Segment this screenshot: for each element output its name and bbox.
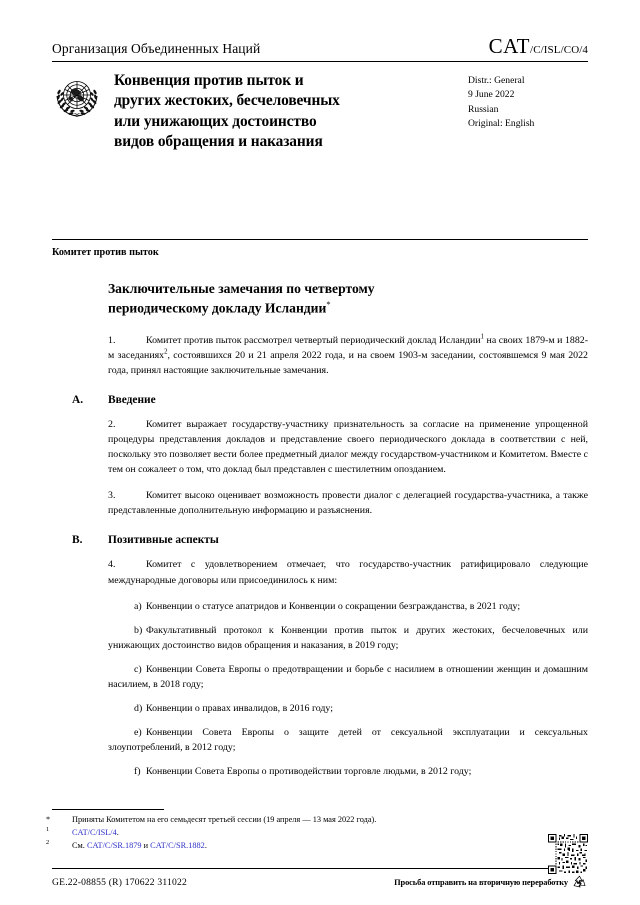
document-title-line-2: других жестоких, бесчеловечных bbox=[114, 92, 340, 110]
paragraph-3-number: 3. bbox=[108, 490, 116, 502]
paragraph-2 bbox=[108, 417, 588, 477]
page-footer bbox=[52, 874, 588, 891]
footnote-1-link[interactable]: CAT/C/ISL/4 bbox=[72, 828, 117, 838]
footnote-2-link-1[interactable]: CAT/C/SR.1879 bbox=[86, 841, 142, 851]
footnote-2-link-2[interactable]: CAT/C/SR.1882 bbox=[150, 841, 205, 851]
paragraph-2-number: 2. bbox=[108, 419, 116, 431]
footnote-star bbox=[46, 814, 588, 827]
list-item-marker: a) bbox=[134, 600, 142, 612]
list-item-text: Конвенции Совета Европы о предотвращении и борьбе с насилием в отношении женщин и домашним насилием, в 2018 году; bbox=[108, 663, 588, 690]
footnote-2-number: 2 bbox=[46, 839, 50, 847]
footnote-1-number: 1 bbox=[46, 826, 50, 834]
paragraph-4-text: Комитет с удовлетворением отмечает, что государство-участник ратифицировало следующие международные договоры или присоединилось к ним: bbox=[108, 559, 588, 586]
page-title-line-2-wrap bbox=[108, 299, 588, 318]
list-item-text: Конвенции о статусе апатридов и Конвенции о сокращении безгражданства, в 2021 году; bbox=[146, 600, 521, 612]
footnote-star-marker: * bbox=[46, 815, 51, 825]
footnote-1-text-after: . bbox=[116, 828, 119, 838]
page-title-footnote-marker: * bbox=[326, 298, 331, 309]
section-b-title: Позитивные аспекты bbox=[108, 534, 219, 547]
footnotes-block bbox=[46, 809, 588, 853]
un-emblem-graphic bbox=[52, 73, 102, 123]
footnote-1 bbox=[46, 826, 588, 840]
document-symbol-main: CAT bbox=[488, 34, 531, 58]
footnote-2-between: и bbox=[141, 841, 151, 851]
header-bottom-rule bbox=[52, 239, 588, 240]
document-title-line-4: видов обращения и наказания bbox=[114, 133, 323, 151]
section-heading-a bbox=[72, 394, 588, 406]
footnote-ref-2[interactable]: 2 bbox=[164, 348, 168, 356]
paragraph-1-text-c: , состоявшихся 20 и 21 апреля 2022 года, и на своем 1903-м заседании, состоявшемся 9 мая 2022 года, принял настоящие заключительные замечания. bbox=[108, 350, 588, 377]
footnote-separator bbox=[52, 809, 164, 810]
page-title-line-1: Заключительные замечания по четвертому bbox=[108, 281, 375, 296]
footnote-2-text: См. bbox=[72, 841, 87, 851]
footnote-ref-1[interactable]: 1 bbox=[480, 333, 485, 341]
title-block bbox=[52, 62, 588, 167]
footnote-1-marker bbox=[46, 826, 72, 840]
list-item-text: Конвенции Совета Европы о противодействии торговле людьми, в 2012 году; bbox=[146, 765, 472, 777]
paragraph-1-text-a: Комитет против пыток рассмотрел четвертый периодический доклад Исландии bbox=[146, 335, 481, 347]
list-item-text: Конвенции о правах инвалидов, в 2016 году; bbox=[146, 702, 333, 714]
paragraph-3 bbox=[108, 488, 588, 518]
list-item bbox=[108, 725, 588, 755]
list-item bbox=[108, 701, 588, 716]
list-item-marker: f) bbox=[134, 765, 141, 777]
list-item-marker: b) bbox=[134, 624, 143, 636]
list-item-text: Конвенции Совета Европы о защите детей от сексуальной эксплуатации и сексуальных злоупотреблений, в 2012 году; bbox=[108, 726, 588, 753]
section-b-letter: B. bbox=[72, 534, 83, 547]
un-emblem bbox=[52, 71, 106, 123]
section-heading-b bbox=[72, 534, 588, 546]
list-item-marker: c) bbox=[134, 663, 142, 675]
document-symbol-suffix: /C/ISL/CO/4 bbox=[530, 44, 588, 56]
qr-code-graphic bbox=[548, 834, 588, 874]
paragraph-1-number: 1. bbox=[108, 335, 116, 347]
document-title-line-1: Конвенция против пыток и bbox=[114, 72, 304, 89]
document-title bbox=[106, 71, 468, 153]
paragraph-4 bbox=[108, 557, 588, 587]
footer-separator bbox=[52, 868, 588, 869]
organization-name: Организация Объединенных Наций bbox=[52, 41, 261, 57]
distribution-date: 9 June 2022 bbox=[468, 89, 515, 101]
footnote-2 bbox=[46, 839, 588, 853]
page-title bbox=[108, 280, 588, 318]
qr-code[interactable] bbox=[548, 834, 588, 879]
footnote-2-text-after: . bbox=[204, 841, 207, 851]
list-item bbox=[108, 599, 588, 614]
distribution-scope: Distr.: General bbox=[468, 75, 525, 86]
job-number: GE.22-08855 (R) 170622 311022 bbox=[52, 877, 187, 888]
organization-line bbox=[52, 36, 588, 60]
list-item bbox=[108, 764, 588, 779]
paragraph-3-text: Комитет высоко оценивает возможность провести диалог с делегацией государства-участника, а также представленные дополнительную информацию и разъяснения. bbox=[108, 490, 588, 517]
distribution-block bbox=[468, 71, 588, 132]
list-item bbox=[108, 623, 588, 653]
distribution-language: Russian bbox=[468, 103, 499, 115]
section-a-title: Введение bbox=[108, 394, 156, 407]
masthead bbox=[52, 0, 588, 240]
list-item-marker: d) bbox=[134, 702, 143, 714]
recycle-text: Просьба отправить на вторичную переработку bbox=[394, 878, 568, 887]
document-content bbox=[52, 258, 588, 779]
list-item bbox=[108, 662, 588, 692]
page-title-line-2: периодическому докладу Исландии bbox=[108, 300, 327, 316]
section-a-letter: A. bbox=[72, 394, 84, 407]
footnote-star-text: Приняты Комитетом на его семьдесят третьей сессии (19 апреля — 13 мая 2022 года). bbox=[72, 815, 377, 825]
paragraph-1-text-b: на своих 1879-м и 1882-м заседаниях bbox=[108, 335, 588, 362]
distribution-original: Original: English bbox=[468, 118, 535, 130]
document-symbol bbox=[489, 36, 588, 57]
committee-name: Комитет против пыток bbox=[52, 247, 159, 258]
paragraph-4-number: 4. bbox=[108, 559, 116, 571]
document-title-line-3: или унижающих достоинство bbox=[114, 112, 317, 130]
paragraph-1 bbox=[108, 333, 588, 378]
footnote-2-marker bbox=[46, 839, 72, 853]
list-item-marker: e) bbox=[134, 726, 142, 738]
paragraph-2-text: Комитет выражает государству-участнику признательность за согласие на применение упрощенной процедуры представления докладов и представление своего периодического доклада в соответствии с ней, поскольку это позволяет вести более предметный диалог между государством-участником и Комитетом. Вместе с тем он сожалеет о том, что доклад был представлен с шестилетним опозданием. bbox=[108, 419, 588, 476]
list-item-text: Факультативный протокол к Конвенции против пыток и других жестоких, бесчеловечных или унижающих достоинство видов обращения и наказания, в 2019 году; bbox=[108, 624, 588, 651]
